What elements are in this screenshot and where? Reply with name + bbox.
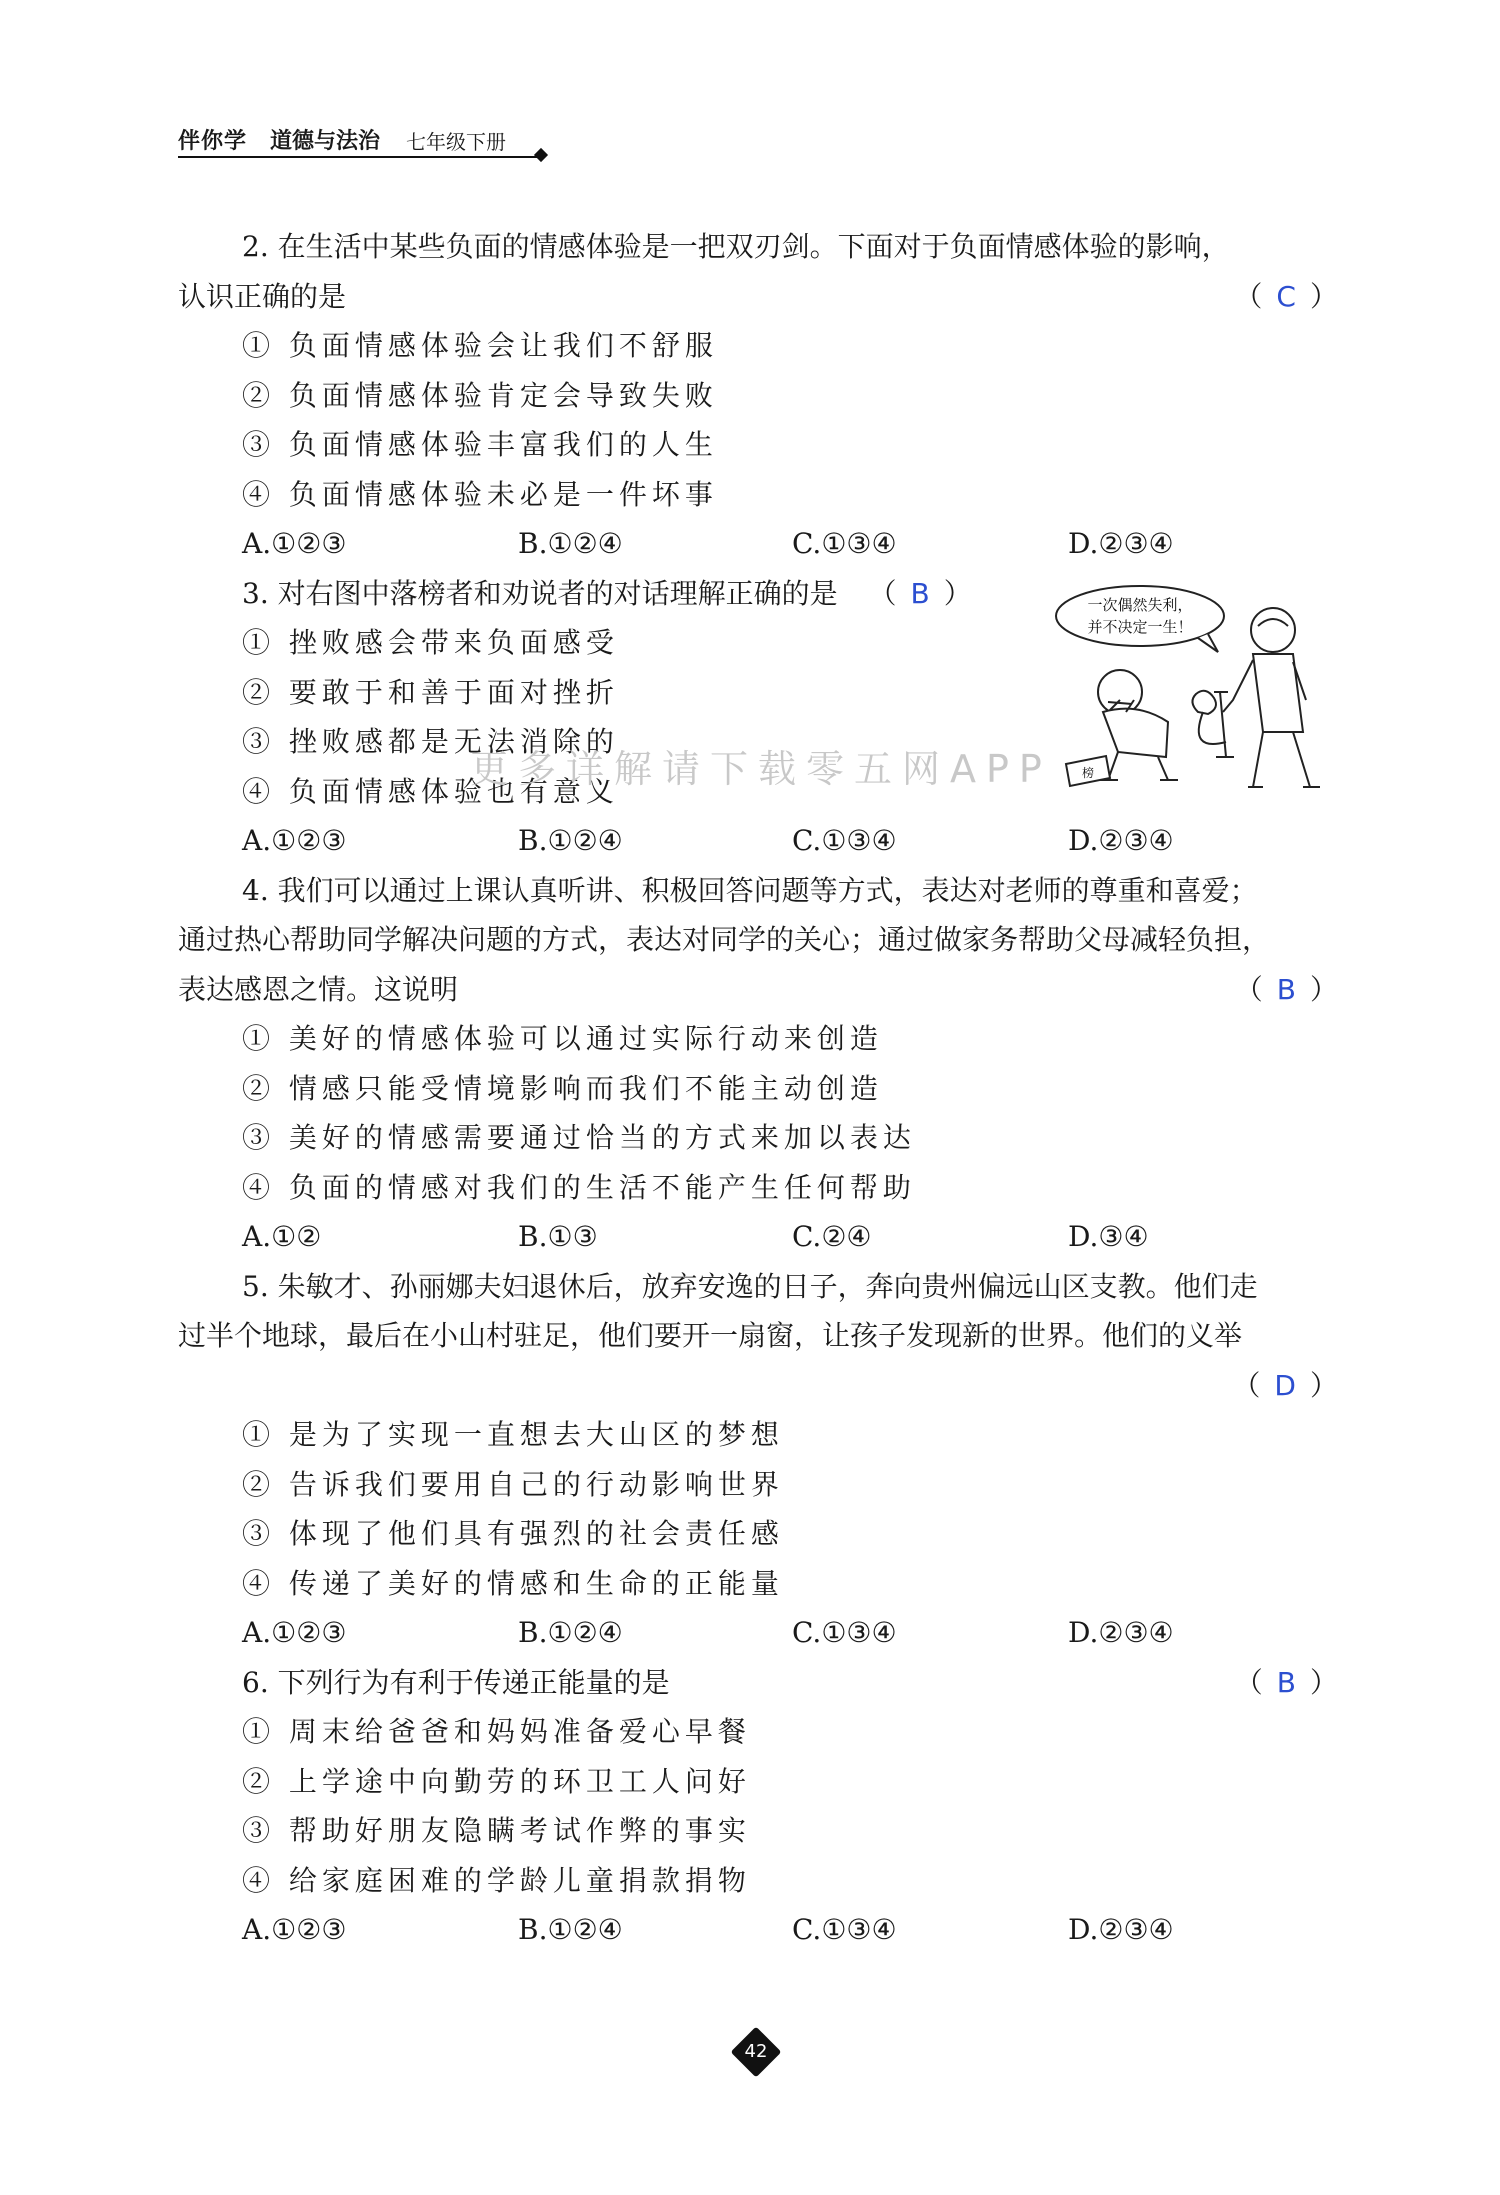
q4-options <box>178 1212 1338 1262</box>
question-list <box>178 222 1338 1955</box>
q4-answer: （ B ） <box>1234 972 1338 1006</box>
q5-answer-line <box>178 1361 1338 1411</box>
q5-options <box>178 1608 1338 1658</box>
q3-stem: 3. 对右图中落榜者和劝说者的对话理解正确的是 （ B ） <box>242 576 972 610</box>
q3-option-a: A.①②③ <box>242 824 347 857</box>
q3-item-2: ② 要敢于和善于面对挫折 <box>242 675 619 709</box>
q6-item-1: ① 周末给爸爸和妈妈准备爱心早餐 <box>242 1715 751 1748</box>
q5-stem: 5. 朱敏才、孙丽娜夫妇退休后，放弃安逸的日子，奔向贵州偏远山区支教。他们走 <box>242 1269 1258 1303</box>
q6-option-a: A.①②③ <box>242 1913 347 1946</box>
q2-item-2: ② 负面情感体验肯定会导致失败 <box>242 378 718 412</box>
q5-option-b: B.①②④ <box>518 1616 623 1649</box>
cartoon-illustration <box>1048 582 1338 802</box>
q5-option-c: C.①③④ <box>792 1616 897 1649</box>
q3-item-3: ③ 挫败感都是无法消除的 <box>242 725 619 758</box>
q3-option-d: D.②③④ <box>1068 824 1174 857</box>
bubble-line-2: 并不决定一生！ <box>1087 618 1193 636</box>
watermark: 更多详解请下载零五网APP <box>470 747 1052 791</box>
q3-answer: （ B ） <box>868 576 972 610</box>
q6-item-4: ④ 给家庭困难的学龄儿童捐款捐物 <box>242 1863 751 1897</box>
q4-option-d: D.③④ <box>1068 1220 1149 1253</box>
speaker-head <box>1251 608 1295 652</box>
q3-option-c: C.①③④ <box>792 824 897 857</box>
q3-option-b: B.①②④ <box>518 824 623 857</box>
q2-option-d: D.②③④ <box>1068 527 1174 560</box>
q5-option-d: D.②③④ <box>1068 1616 1174 1649</box>
q4-stem-cont2: 表达感恩之情。这说明 （ B ） <box>178 965 1338 1015</box>
q6-item-3: ③ 帮助好朋友隐瞒考试作弊的事实 <box>242 1814 751 1847</box>
page-number-text: 42 <box>744 2041 768 2062</box>
q2-item-3: ③ 负面情感体验丰富我们的人生 <box>242 428 718 461</box>
q2-stem-cont: 认识正确的是 （ C ） <box>178 272 1338 322</box>
header-rule <box>178 156 540 158</box>
q6-stem: 6. 下列行为有利于传递正能量的是 （ B ） <box>178 1658 1338 1708</box>
q6-options <box>178 1905 1338 1955</box>
q2-answer: （ C ） <box>1234 279 1338 313</box>
q5-item-1: ① 是为了实现一直想去大山区的梦想 <box>242 1418 784 1451</box>
q2-item-4: ④ 负面情感体验未必是一件坏事 <box>242 477 718 511</box>
grade-label: 七年级下册 <box>406 130 506 154</box>
q3-item-4: ④ 负面情感体验也有意义 <box>242 774 619 808</box>
q5-stem-cont: 过半个地球，最后在小山村驻足，他们要开一扇窗，让孩子发现新的世界。他们的义举 <box>178 1319 1243 1352</box>
q4-item-2: ② 情感只能受情境影响而我们不能主动创造 <box>242 1071 883 1105</box>
speech-bubble <box>1056 586 1224 646</box>
q4-stem: 4. 我们可以通过上课认真听讲、积极回答问题等方式，表达对老师的尊重和喜爱； <box>242 873 1258 907</box>
q5-item-3: ③ 体现了他们具有强烈的社会责任感 <box>242 1517 784 1550</box>
q5-item-2: ② 告诉我们要用自己的行动影响世界 <box>242 1467 784 1501</box>
q2-stem: 2. 在生活中某些负面的情感体验是一把双刃剑。下面对于负面情感体验的影响， <box>242 230 1230 263</box>
q2-option-c: C.①③④ <box>792 527 897 560</box>
q4-option-a: A.①② <box>242 1220 322 1253</box>
header-diamond <box>534 148 548 162</box>
q4-option-c: C.②④ <box>792 1220 872 1253</box>
page-header <box>178 122 548 162</box>
q2-options <box>178 519 1338 569</box>
q2-option-a: A.①②③ <box>242 527 347 560</box>
q3-item-1: ① 挫败感会带来负面感受 <box>242 626 619 659</box>
q4-item-1: ① 美好的情感体验可以通过实际行动来创造 <box>242 1022 883 1055</box>
q4-item-4: ④ 负面的情感对我们的生活不能产生任何帮助 <box>242 1170 916 1204</box>
q2-item-1: ① 负面情感体验会让我们不舒服 <box>242 329 718 362</box>
crouching-head <box>1098 670 1142 714</box>
q2-option-b: B.①②④ <box>518 527 623 560</box>
bubble-line-1: 一次偶然失利， <box>1087 596 1193 614</box>
q5-item-4: ④ 传递了美好的情感和生命的正能量 <box>242 1566 784 1600</box>
q6-option-c: C.①③④ <box>792 1913 897 1946</box>
q6-item-2: ② 上学途中向勤劳的环卫工人问好 <box>242 1764 751 1798</box>
q5-answer: （ D ） <box>1232 1368 1338 1402</box>
q3-options <box>178 816 1338 866</box>
q4-item-3: ③ 美好的情感需要通过恰当的方式来加以表达 <box>242 1121 916 1154</box>
subject-title: 道德与法治 <box>270 129 381 154</box>
q6-answer: （ B ） <box>1234 1665 1338 1699</box>
q4-stem-cont: 通过热心帮助同学解决问题的方式，表达对同学的关心；通过做家务帮助父母减轻负担， <box>178 923 1271 956</box>
page-number <box>732 2028 780 2076</box>
q5-option-a: A.①②③ <box>242 1616 347 1649</box>
q6-option-b: B.①②④ <box>518 1913 623 1946</box>
brand-title: 伴你学 <box>178 129 248 154</box>
q4-option-b: B.①③ <box>518 1220 598 1253</box>
q6-option-d: D.②③④ <box>1068 1913 1174 1946</box>
list-sign: 榜 <box>1081 766 1095 780</box>
